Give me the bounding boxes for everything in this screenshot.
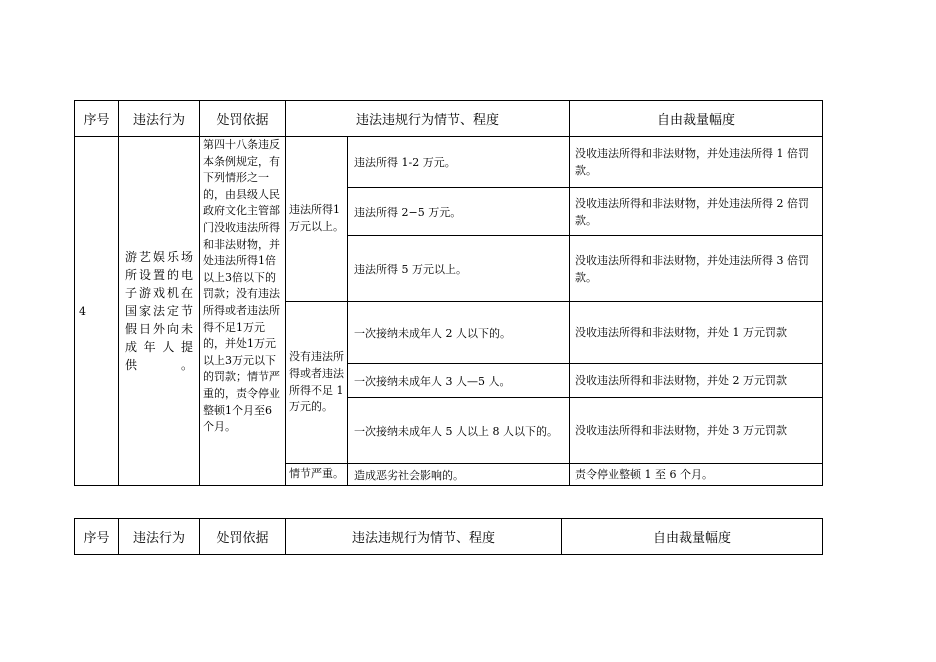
violation-cell: 游艺娱乐场所设置的电子游戏机在国家法定节假日外向未成年人提供。 <box>119 137 200 486</box>
degree-cell: 一次接纳未成年人 2 人以下的。 <box>348 302 570 364</box>
degree-cell: 一次接纳未成年人 5 人以上 8 人以下的。 <box>348 398 570 464</box>
header-row <box>75 519 823 555</box>
penalty-cell: 没收违法所得和非法财物，并处违法所得 1 倍罚款。 <box>570 137 823 188</box>
penalty-cell: 没收违法所得和非法财物，并处 1 万元罚款 <box>570 302 823 364</box>
penalty-cell: 没收违法所得和非法财物，并处 2 万元罚款 <box>570 364 823 398</box>
degree-cell: 违法所得 2−5 万元。 <box>348 188 570 236</box>
degree-cell: 一次接纳未成年人 3 人—5 人。 <box>348 364 570 398</box>
degree-cell: 违法所得 1-2 万元。 <box>348 137 570 188</box>
header-basis: 处罚依据 <box>200 519 286 555</box>
header-degree: 违法违规行为情节、程度 <box>286 519 562 555</box>
degree-cell: 造成恶劣社会影响的。 <box>348 464 570 486</box>
header-row <box>75 101 823 137</box>
group-label: 违法所得1万元以上。 <box>286 137 348 302</box>
group-label: 没有违法所得或者违法所得不足 1 万元的。 <box>286 302 348 464</box>
penalty-cell: 没收违法所得和非法财物，并处违法所得 3 倍罚款。 <box>570 236 823 302</box>
header-index: 序号 <box>75 519 119 555</box>
header-index: 序号 <box>75 101 119 137</box>
degree-cell: 违法所得 5 万元以上。 <box>348 236 570 302</box>
header-degree: 违法违规行为情节、程度 <box>286 101 570 137</box>
discretion-table-continued <box>74 518 823 555</box>
row-index: 4 <box>75 137 119 486</box>
table-row <box>75 137 823 188</box>
group-label: 情节严重。 <box>286 464 348 486</box>
header-violation: 违法行为 <box>119 101 200 137</box>
basis-cell: 第四十八条违反本条例规定，有下列情形之一的，由县级人民政府文化主管部门没收违法所得和非法财物，并处违法所得1倍以上3倍以下的罚款；没有违法所得或者违法所得不足1万元的，并处1万元以上3万元以下的罚款；情节严重的，责令停业整顿1个月至6个月。 <box>200 137 286 486</box>
penalty-cell: 没收违法所得和非法财物，并处 3 万元罚款 <box>570 398 823 464</box>
discretion-table <box>74 100 823 486</box>
header-discretion: 自由裁量幅度 <box>570 101 823 137</box>
penalty-cell: 没收违法所得和非法财物，并处违法所得 2 倍罚款。 <box>570 188 823 236</box>
penalty-cell: 责令停业整顿 1 至 6 个月。 <box>570 464 823 486</box>
header-basis: 处罚依据 <box>200 101 286 137</box>
header-discretion: 自由裁量幅度 <box>562 519 823 555</box>
header-violation: 违法行为 <box>119 519 200 555</box>
